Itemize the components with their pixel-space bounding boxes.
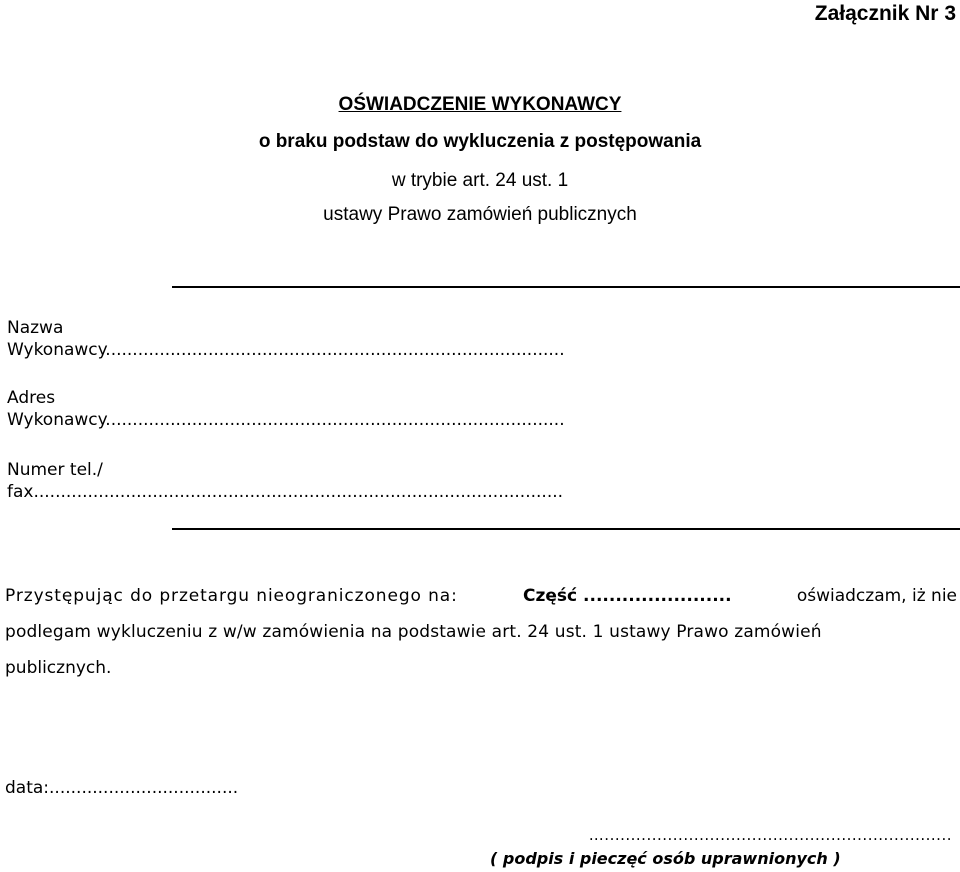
declaration-line-3: publicznych. bbox=[5, 658, 112, 678]
declaration-statement-start: oświadczam, iż nie bbox=[796, 586, 957, 606]
contractor-name-field[interactable] bbox=[7, 317, 565, 361]
title-line-2: o braku podstaw do wykluczenia z postępowania bbox=[258, 131, 702, 152]
contractor-name-value: Wykonawcy..................................................................................... bbox=[7, 340, 565, 360]
title-line-3: w trybie art. 24 ust. 1 bbox=[391, 170, 569, 191]
declaration-intro: Przystępując do przetargu nieograniczonego na: bbox=[5, 586, 458, 606]
contractor-address-label: Adres bbox=[7, 388, 56, 408]
divider-top bbox=[172, 286, 960, 288]
title-line-4: ustawy Prawo zamówień publicznych bbox=[323, 204, 637, 225]
contractor-phone-label: Numer tel./ bbox=[7, 460, 103, 480]
declaration-line-2: podlegam wykluczeniu z w/w zamówienia na podstawie art. 24 ust. 1 ustawy Prawo zamówień bbox=[5, 622, 822, 642]
annex-label: Załącznik Nr 3 bbox=[814, 2, 956, 25]
contractor-name-label: Nazwa bbox=[7, 318, 64, 338]
contractor-phone-field[interactable] bbox=[7, 459, 563, 503]
signature-label: ( podpis i pieczęć osób uprawnionych ) bbox=[490, 849, 841, 868]
contractor-phone-value: fax.................................................................................................. bbox=[7, 482, 564, 502]
declaration-line-1 bbox=[5, 586, 957, 606]
divider-bottom bbox=[172, 528, 960, 530]
title-line-1: OŚWIADCZENIE WYKONAWCY bbox=[338, 94, 622, 115]
declaration-part-field[interactable]: Część ....................... bbox=[523, 586, 732, 606]
signature-line[interactable]: ….................................................................. bbox=[588, 826, 952, 844]
contractor-address-value: Wykonawcy..................................................................................... bbox=[7, 410, 565, 430]
date-field[interactable]: data:................................... bbox=[5, 778, 239, 798]
contractor-address-field[interactable] bbox=[7, 387, 565, 431]
